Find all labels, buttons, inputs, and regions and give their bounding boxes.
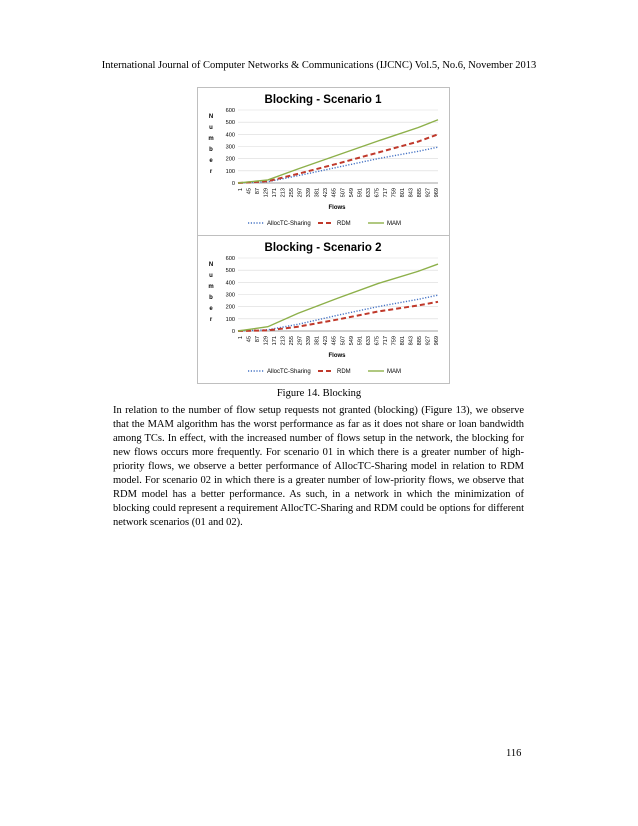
x-tick-label-17: 717 [382, 188, 389, 198]
x-tick-label-18: 759 [391, 188, 398, 198]
x-tick-label-4: 171 [272, 336, 279, 346]
x-tick-label-20: 843 [408, 336, 415, 346]
x-tick-label-9: 381 [314, 188, 321, 198]
legend-label-0: AllocTC-Sharing [267, 221, 311, 227]
x-tick-label-15: 633 [365, 188, 372, 198]
y-axis-label-char-4: e [209, 306, 213, 312]
chart-title: Blocking - Scenario 2 [264, 242, 382, 254]
y-tick-label-6: 600 [225, 256, 235, 262]
series-line-mam [238, 264, 438, 331]
figure-caption: Figure 14. Blocking [276, 388, 362, 399]
x-tick-label-8: 339 [306, 336, 313, 346]
x-tick-label-5: 213 [280, 188, 287, 198]
y-tick-label-1: 100 [225, 168, 235, 175]
y-axis-label-char-2: m [208, 284, 214, 290]
y-axis-label-char-0: N [208, 262, 214, 268]
x-tick-label-10: 423 [323, 188, 330, 198]
y-axis-label-char-2: m [208, 136, 214, 142]
y-tick-label-3: 300 [225, 292, 235, 299]
y-tick-label-4: 400 [225, 280, 235, 287]
y-tick-label-2: 200 [225, 304, 235, 311]
x-tick-label-0: 1 [238, 188, 244, 192]
x-tick-label-0: 1 [238, 336, 244, 340]
x-tick-label-15: 633 [365, 336, 372, 346]
y-axis-label-char-3: b [209, 295, 213, 301]
legend-label-1: RDM [337, 369, 351, 375]
y-tick-label-5: 500 [225, 120, 235, 127]
x-tick-label-18: 759 [391, 336, 398, 346]
x-tick-label-1: 45 [246, 336, 253, 343]
x-tick-label-4: 171 [272, 188, 279, 198]
x-tick-label-2: 87 [255, 188, 262, 195]
legend-label-0: AllocTC-Sharing [267, 369, 311, 375]
x-tick-label-14: 591 [357, 336, 364, 346]
y-axis-label-char-5: r [209, 317, 213, 323]
x-tick-label-20: 843 [408, 188, 415, 198]
y-axis-label-char-4: e [209, 158, 213, 164]
x-tick-label-19: 801 [399, 336, 406, 346]
x-tick-label-16: 675 [374, 336, 381, 346]
y-axis-label-char-3: b [209, 147, 213, 153]
y-tick-label-2: 200 [225, 156, 235, 163]
x-tick-label-11: 465 [331, 188, 338, 198]
y-tick-label-0: 0 [231, 329, 235, 335]
x-tick-label-23: 969 [434, 188, 440, 198]
x-tick-label-7: 297 [297, 188, 304, 198]
chart-svg [198, 236, 449, 383]
x-tick-label-7: 297 [297, 336, 304, 346]
x-tick-label-21: 885 [416, 336, 423, 346]
x-tick-label-19: 801 [399, 188, 406, 198]
x-tick-label-1: 45 [246, 188, 253, 195]
y-axis-label-char-1: u [209, 273, 213, 279]
journal-header: International Journal of Computer Networks & Communications (IJCNC) Vol.5, No.6, November 2013 [101, 60, 537, 71]
x-tick-label-16: 675 [374, 188, 381, 198]
x-tick-label-11: 465 [331, 336, 338, 346]
y-tick-label-4: 400 [225, 132, 235, 139]
y-axis-label-char-0: N [208, 114, 214, 120]
x-tick-label-6: 255 [289, 188, 296, 198]
chart-blocking-scenario-2 [197, 235, 450, 384]
y-tick-label-6: 600 [225, 108, 235, 114]
x-tick-label-3: 129 [263, 188, 270, 198]
x-tick-label-8: 339 [306, 188, 313, 198]
y-tick-label-1: 100 [225, 316, 235, 323]
y-tick-label-0: 0 [231, 181, 235, 187]
chart-title: Blocking - Scenario 1 [264, 94, 382, 106]
x-tick-label-5: 213 [280, 336, 287, 346]
page-number: 116 [506, 748, 522, 759]
x-tick-label-13: 549 [348, 336, 355, 346]
y-axis-label-char-5: r [209, 169, 213, 175]
chart-blocking-scenario-1 [197, 87, 450, 236]
x-tick-label-23: 969 [434, 336, 440, 346]
x-tick-label-12: 507 [340, 188, 347, 198]
legend-label-1: RDM [337, 221, 351, 227]
series-line-mam [238, 120, 438, 183]
x-axis-label: Flows [328, 205, 346, 211]
x-tick-label-13: 549 [348, 188, 355, 198]
x-tick-label-14: 591 [357, 188, 364, 198]
x-tick-label-22: 927 [425, 188, 432, 198]
x-tick-label-12: 507 [340, 336, 347, 346]
x-tick-label-3: 129 [263, 336, 270, 346]
y-axis-label-char-1: u [209, 125, 213, 131]
x-tick-label-9: 381 [314, 336, 321, 346]
x-tick-label-22: 927 [425, 336, 432, 346]
legend-label-2: MAM [387, 369, 401, 375]
x-tick-label-17: 717 [382, 336, 389, 346]
x-tick-label-2: 87 [255, 336, 262, 343]
x-axis-label: Flows [328, 353, 346, 359]
y-tick-label-5: 500 [225, 268, 235, 275]
legend-label-2: MAM [387, 221, 401, 227]
chart-svg [198, 88, 449, 235]
x-tick-label-6: 255 [289, 336, 296, 346]
series-line-alloctc-sharing [238, 147, 438, 183]
x-tick-label-10: 423 [323, 336, 330, 346]
series-line-alloctc-sharing [238, 295, 438, 331]
y-tick-label-3: 300 [225, 144, 235, 151]
x-tick-label-21: 885 [416, 188, 423, 198]
body-paragraph: In relation to the number of flow setup requests not granted (blocking) (Figure 13), we observe that the MAM algorithm has the worst performance as far as it does not share or loan bandwidth among TCs. In effect, with the increased number of flows setup in the network, the blocking for new flows occurs more frequently. For scenario 01 in which there is a greater number of high-priority flows, we observe a better performance of AllocTC-Sharing model in relation to RDM model. For scenario 02 in which there is a greater number of low-priority flows, we observe that RDM model has a better performance. As such, in a network in which the minimization of blocking could represent a requirement AllocTC-Sharing and RDM could be options for different network scenarios (01 and 02). [113, 405, 524, 528]
